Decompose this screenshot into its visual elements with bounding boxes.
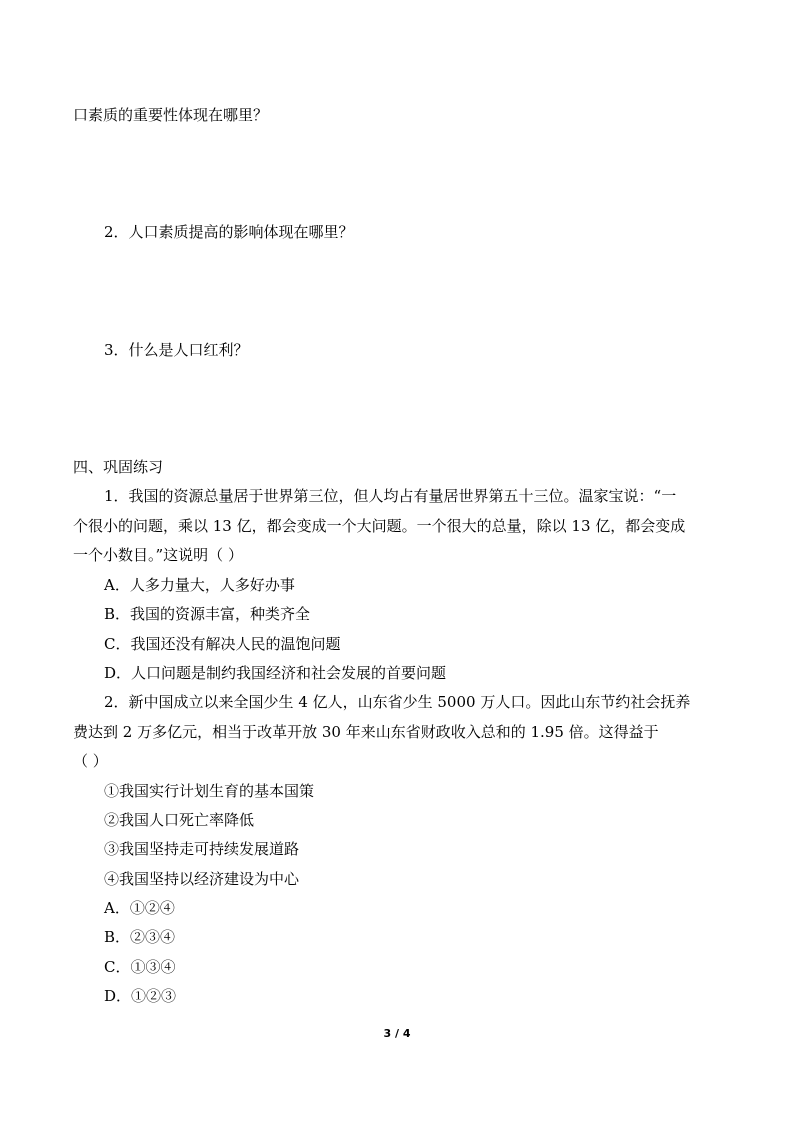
- exercise-2-line-3: （ ）: [73, 752, 108, 770]
- exercise-2-option-c: C．①③④: [104, 958, 176, 976]
- exercise-2-option-a: A．①②④: [104, 899, 175, 917]
- exercise-2-statement-1: ①我国实行计划生育的基本国策: [104, 782, 315, 800]
- exercise-1-option-a: A．人多力量大，人多好办事: [104, 576, 295, 594]
- exercise-2-statement-2: ②我国人口死亡率降低: [104, 811, 255, 829]
- exercise-2-option-d: D．①②③: [104, 987, 177, 1005]
- exercise-1-line-3: 一个小数目。”这说明（ ）: [73, 546, 243, 564]
- exercise-2-line-1: 2．新中国成立以来全国少生 4 亿人，山东省少生 5000 万人口。因此山东节约社会抚养: [104, 693, 691, 711]
- exercise-1-option-c: C．我国还没有解决人民的温饱问题: [104, 635, 341, 653]
- section-heading: 四、巩固练习: [73, 458, 164, 476]
- exercise-2-statement-3: ③我国坚持走可持续发展道路: [104, 840, 300, 858]
- page-number: 3 / 4: [383, 1027, 411, 1040]
- exercise-2-line-2: 费达到 2 万多亿元，相当于改革开放 30 年来山东省财政收入总和的 1.95 倍。这得益于: [73, 723, 659, 741]
- exercise-1-line-2: 个很小的问题，乘以 13 亿，都会变成一个大问题。一个很大的总量，除以 13 亿，都会变成: [73, 517, 686, 535]
- question-2: 2．人口素质提高的影响体现在哪里？: [104, 223, 354, 241]
- exercise-1-option-b: B．我国的资源丰富，种类齐全: [104, 605, 311, 623]
- exercise-1-line-1: 1．我国的资源总量居于世界第三位，但人均占有量居世界第五十三位。温家宝说：“一: [104, 487, 677, 505]
- question-1-continuation: 口素质的重要性体现在哪里？: [73, 106, 269, 124]
- question-3: 3．什么是人口红利？: [104, 341, 249, 359]
- exercise-2-option-b: B．②③④: [104, 928, 176, 946]
- exercise-1-option-d: D．人口问题是制约我国经济和社会发展的首要问题: [104, 664, 447, 682]
- exercise-2-statement-4: ④我国坚持以经济建设为中心: [104, 870, 300, 888]
